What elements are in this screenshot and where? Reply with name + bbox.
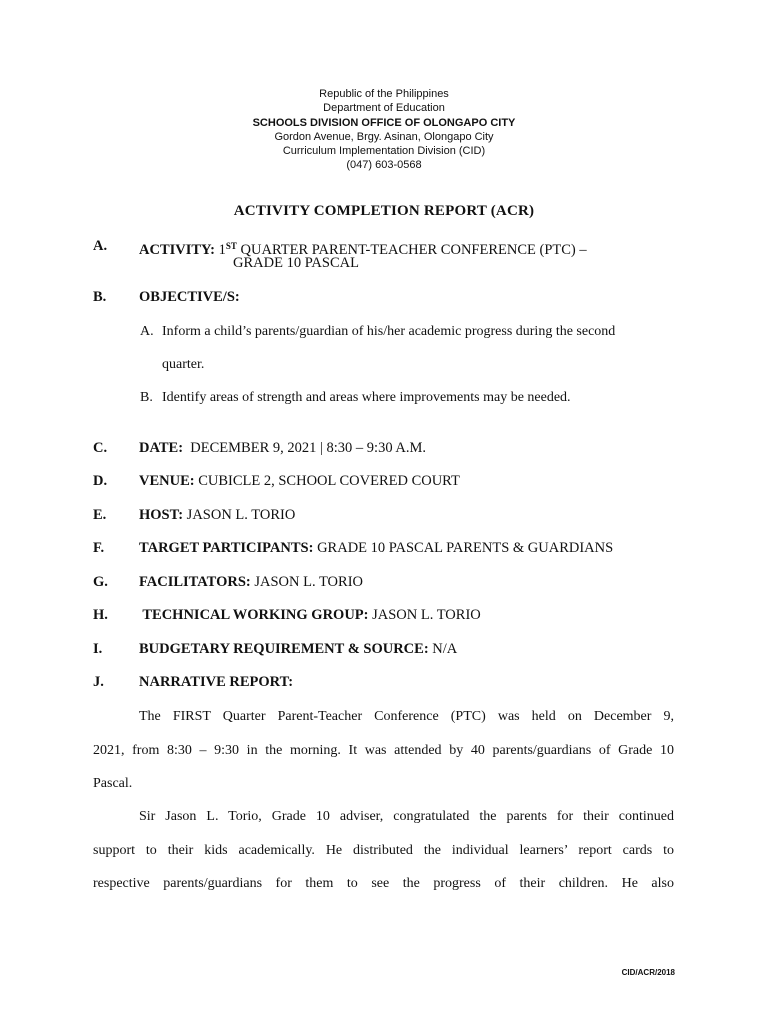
paragraph-line: respective parents/guardians for them to see the progress of their children. He also — [93, 876, 674, 891]
item-letter: D. — [93, 473, 108, 489]
item-letter: F. — [93, 540, 105, 556]
item-value: CUBICLE 2, SCHOOL COVERED COURT — [194, 473, 460, 489]
item-letter: H. — [93, 607, 108, 623]
item-letter: E. — [93, 507, 107, 523]
paragraph-line: 2021, from 8:30 – 9:30 in the morning. It was attended by 40 parents/guardians of Grade 10 — [93, 742, 674, 758]
header-phone: (047) 603-0568 — [346, 159, 422, 172]
item-letter: A. — [93, 238, 108, 254]
narrative-paragraph-2 — [93, 800, 674, 901]
item-label: DATE: — [139, 440, 184, 456]
item-letter: C. — [93, 440, 108, 456]
header-cid: Curriculum Implementation Division (CID) — [282, 145, 486, 158]
activity-superscript: ST — [225, 241, 237, 251]
item-value: JASON L. TORIO — [368, 607, 481, 623]
paragraph-line: The FIRST Quarter Parent-Teacher Conference (PTC) was held on December 9, — [139, 709, 674, 724]
item-value: N/A — [428, 641, 458, 657]
item-letter: J. — [93, 674, 104, 690]
objective-a-letter: A. — [140, 324, 154, 339]
item-label: HOST: — [139, 507, 184, 523]
item-value: JASON L. TORIO — [183, 507, 296, 523]
item-label: TECHNICAL WORKING GROUP: — [139, 607, 369, 623]
paragraph-line: support to their kids academically. He distributed the individual learners’ report cards to — [93, 842, 674, 858]
item-letter: B. — [93, 289, 107, 305]
item-label: NARRATIVE REPORT: — [139, 674, 294, 690]
form-code: CID/ACR/2018 — [621, 968, 675, 977]
item-label: ACTIVITY: — [139, 242, 216, 258]
activity-value-line2: GRADE 10 PASCAL — [233, 255, 359, 271]
header-republic: Republic of the Philippines — [319, 88, 449, 100]
objective-b-letter: B. — [140, 390, 153, 405]
objective-b-text: Identify areas of strength and areas where improvements may be needed. — [162, 390, 571, 405]
narrative-paragraph-1 — [93, 700, 674, 801]
report-title: ACTIVITY COMPLETION REPORT (ACR) — [233, 203, 535, 219]
letterhead — [0, 87, 768, 173]
objective-a-text-line2: quarter. — [162, 357, 205, 372]
activity-value: QUARTER PARENT-TEACHER CONFERENCE (PTC) – — [236, 242, 587, 258]
activity-value-prefix: 1 — [215, 242, 226, 258]
item-label: OBJECTIVE/S: — [139, 289, 240, 305]
item-value: GRADE 10 PASCAL PARENTS & GUARDIANS — [313, 540, 614, 556]
item-letter: G. — [93, 574, 108, 590]
item-label: BUDGETARY REQUIREMENT & SOURCE: — [139, 641, 429, 657]
item-label: TARGET PARTICIPANTS: — [139, 540, 314, 556]
objective-a-text: Inform a child’s parents/guardian of his/her academic progress during the second — [162, 324, 616, 339]
header-address: Gordon Avenue, Brgy. Asinan, Olongapo City — [274, 130, 494, 143]
item-label: FACILITATORS: — [139, 574, 251, 590]
item-value: JASON L. TORIO — [250, 574, 363, 590]
item-letter: I. — [93, 641, 103, 657]
paragraph-line: Sir Jason L. Torio, Grade 10 adviser, congratulated the parents for their continued — [139, 809, 674, 824]
paragraph-line: Pascal. — [93, 776, 133, 791]
header-division-office: SCHOOLS DIVISION OFFICE OF OLONGAPO CITY — [252, 116, 516, 129]
item-value: DECEMBER 9, 2021 | 8:30 – 9:30 A.M. — [183, 440, 427, 456]
header-department: Department of Education — [323, 102, 445, 115]
item-label: VENUE: — [139, 473, 195, 489]
